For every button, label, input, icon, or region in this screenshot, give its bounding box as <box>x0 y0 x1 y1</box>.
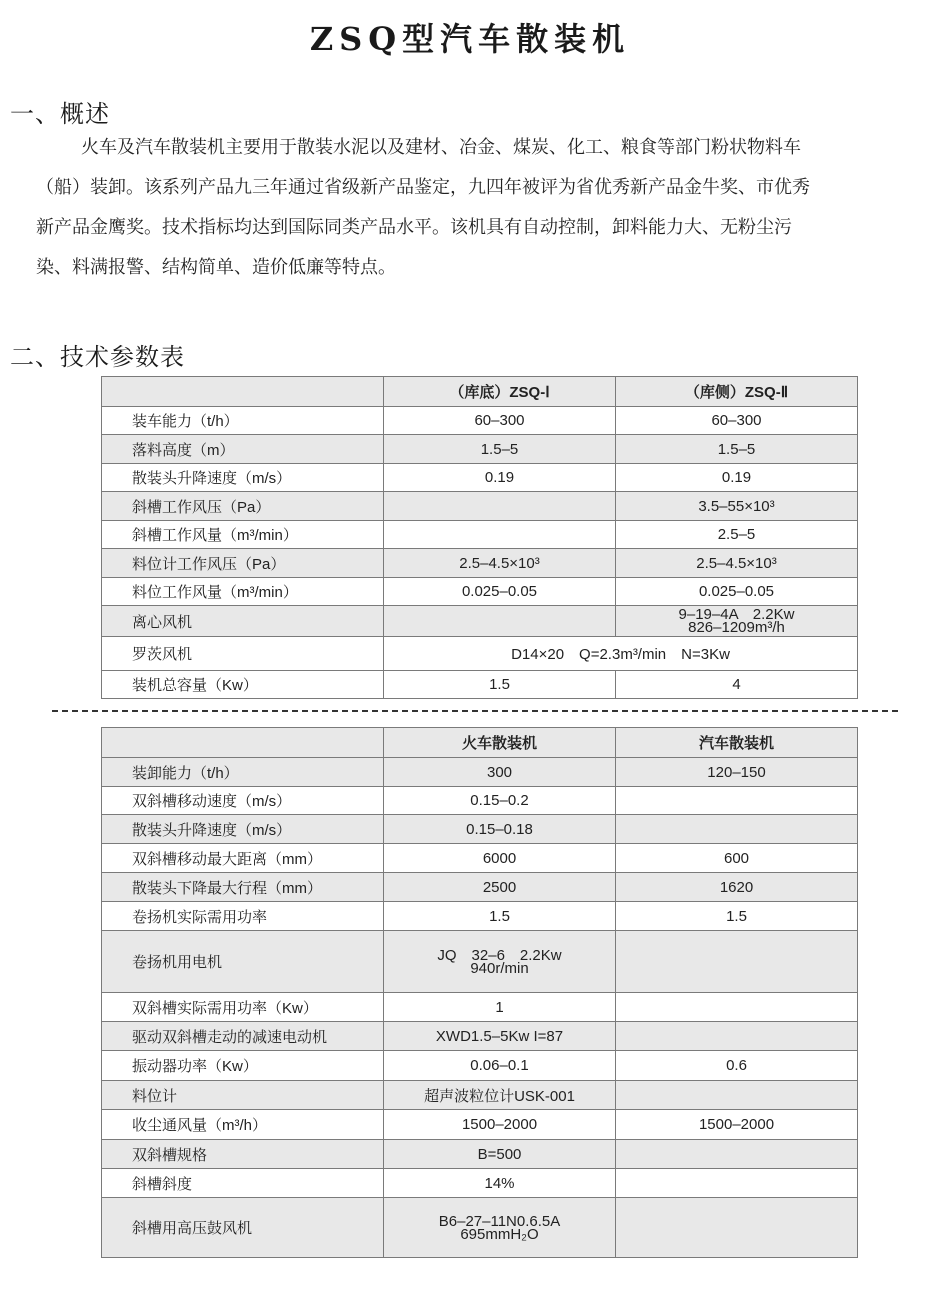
table-cell-label: 落料高度（m） <box>102 435 384 464</box>
table-cell-value: 300 <box>384 758 616 787</box>
table-cell-label: 散装头下降最大行程（mm） <box>102 873 384 902</box>
table-row <box>102 464 858 492</box>
table-cell-value: 1.5 <box>616 902 858 931</box>
table-cell-label: 散装头升降速度（m/s） <box>102 815 384 844</box>
table-cell-label: 斜槽工作风压（Pa） <box>102 492 384 521</box>
table-row <box>102 1110 858 1140</box>
table-row <box>102 407 858 435</box>
overview-line: 火车及汽车散装机主要用于散装水泥以及建材、冶金、煤炭、化工、粮食等部门粉状物料车 <box>81 137 801 158</box>
table-cell-value: 6000 <box>384 844 616 873</box>
table-cell-value: 0.025–0.05 <box>384 578 616 606</box>
table-cell-value: 1.5 <box>384 902 616 931</box>
table-row <box>102 1081 858 1110</box>
table-header-row <box>102 728 858 758</box>
table-header-cell: （库底）ZSQ-Ⅰ <box>384 377 616 407</box>
table-header-cell: 汽车散装机 <box>616 728 858 758</box>
table-cell-label: 双斜槽实际需用功率（Kw） <box>102 993 384 1022</box>
table-cell-label: 料位计 <box>102 1081 384 1110</box>
table-cell-label: 散装头升降速度（m/s） <box>102 464 384 492</box>
table-cell-value: 超声波粒位计USK-001 <box>384 1081 616 1110</box>
table-cell-label: 装卸能力（t/h） <box>102 758 384 787</box>
spec-table-1 <box>101 376 858 699</box>
table-cell-label: 罗茨风机 <box>102 637 384 671</box>
table-cell-value: 600 <box>616 844 858 873</box>
section-heading-spec: 二、技术参数表 <box>10 343 185 371</box>
table-cell-value: 60–300 <box>616 407 858 435</box>
overview-line: （船）装卸。该系列产品九三年通过省级新产品鉴定，九四年被评为省优秀新产品金牛奖、市优秀 <box>36 177 810 198</box>
table-cell-label: 双斜槽规格 <box>102 1140 384 1169</box>
table-row <box>102 815 858 844</box>
table-row <box>102 1198 858 1258</box>
table-cell-label: 双斜槽移动最大距离（mm） <box>102 844 384 873</box>
table-cell-value <box>384 521 616 549</box>
spec-table-2 <box>101 727 858 1258</box>
table-cell-value: 0.15–0.2 <box>384 787 616 815</box>
table-cell-label: 振动器功率（Kw） <box>102 1051 384 1081</box>
table-row <box>102 492 858 521</box>
table-cell-value: 1.5–5 <box>616 435 858 464</box>
table-header-cell: 火车散装机 <box>384 728 616 758</box>
table-cell-label: 斜槽斜度 <box>102 1169 384 1198</box>
table-cell-value <box>616 1140 858 1169</box>
table-cell-value: 2.5–4.5×10³ <box>616 549 858 578</box>
table-cell-value: 1500–2000 <box>384 1110 616 1140</box>
table-cell-value: 60–300 <box>384 407 616 435</box>
table-cell-value <box>616 993 858 1022</box>
table-row <box>102 578 858 606</box>
table-header-cell: （库侧）ZSQ-Ⅱ <box>616 377 858 407</box>
table-cell-value: 0.06–0.1 <box>384 1051 616 1081</box>
table-cell-label: 装车能力（t/h） <box>102 407 384 435</box>
table-row <box>102 671 858 699</box>
table-cell-value <box>384 606 616 637</box>
table-cell-value <box>616 815 858 844</box>
table-header-cell <box>102 728 384 758</box>
table-row <box>102 787 858 815</box>
table-row <box>102 521 858 549</box>
table-cell-value <box>616 1081 858 1110</box>
table-cell-value: 0.19 <box>384 464 616 492</box>
table-cell-value: JQ 32–6 2.2Kw 940r/min <box>384 931 616 993</box>
table-row <box>102 637 858 671</box>
overview-line: 染、料满报警、结构简单、造价低廉等特点。 <box>36 257 396 278</box>
table-cell-label: 驱动双斜槽走动的减速电动机 <box>102 1022 384 1051</box>
table-cell-label: 斜槽工作风量（m³/min） <box>102 521 384 549</box>
table-header-row <box>102 377 858 407</box>
table-cell-value: 14% <box>384 1169 616 1198</box>
table-cell-label: 装机总容量（Kw） <box>102 671 384 699</box>
table-cell-value: 120–150 <box>616 758 858 787</box>
table-cell-label: 离心风机 <box>102 606 384 637</box>
table-cell-value: 1500–2000 <box>616 1110 858 1140</box>
table-row <box>102 873 858 902</box>
table-cell-value: B6–27–11N0.6.5A 695mmH₂O <box>384 1198 616 1258</box>
table-cell-label: 料位工作风量（m³/min） <box>102 578 384 606</box>
table-row <box>102 1051 858 1081</box>
table-cell-value: 4 <box>616 671 858 699</box>
table-cell-value: 9–19–4A 2.2Kw 826–1209m³/h <box>616 606 858 637</box>
table-cell-value: 0.15–0.18 <box>384 815 616 844</box>
table-cell-value: 1620 <box>616 873 858 902</box>
table-row <box>102 549 858 578</box>
overview-line: 新产品金鹰奖。技术指标均达到国际同类产品水平。该机具有自动控制，卸料能力大、无粉尘污 <box>36 217 792 238</box>
page-title: ZSQ型汽车散装机 <box>309 20 631 58</box>
table-cell-value: D14×20 Q=2.3m³/min N=3Kw <box>384 637 858 671</box>
table-row <box>102 758 858 787</box>
table-row <box>102 1140 858 1169</box>
table-row <box>102 931 858 993</box>
table-cell-value <box>616 931 858 993</box>
table-cell-value: 2.5–5 <box>616 521 858 549</box>
table-cell-value: 1.5 <box>384 671 616 699</box>
table-cell-value: 0.025–0.05 <box>616 578 858 606</box>
table-cell-value <box>616 787 858 815</box>
table-cell-value: 1 <box>384 993 616 1022</box>
table-cell-value: 0.6 <box>616 1051 858 1081</box>
table-cell-value: B=500 <box>384 1140 616 1169</box>
table-cell-value <box>616 1169 858 1198</box>
table-row <box>102 902 858 931</box>
table-row <box>102 606 858 637</box>
table-cell-value <box>384 492 616 521</box>
table-cell-value: 2500 <box>384 873 616 902</box>
table-cell-label: 料位计工作风压（Pa） <box>102 549 384 578</box>
table-row <box>102 993 858 1022</box>
table-cell-label: 斜槽用高压鼓风机 <box>102 1198 384 1258</box>
table-cell-value <box>616 1198 858 1258</box>
table-cell-value <box>616 1022 858 1051</box>
table-cell-label: 卷扬机实际需用功率 <box>102 902 384 931</box>
table-cell-label: 收尘通风量（m³/h） <box>102 1110 384 1140</box>
table-row <box>102 844 858 873</box>
table-cell-label: 双斜槽移动速度（m/s） <box>102 787 384 815</box>
table-cell-label: 卷扬机用电机 <box>102 931 384 993</box>
table-cell-value: 0.19 <box>616 464 858 492</box>
table-cell-value: 1.5–5 <box>384 435 616 464</box>
table-row <box>102 1022 858 1051</box>
table-row <box>102 1169 858 1198</box>
table-cell-value: 3.5–55×10³ <box>616 492 858 521</box>
dashed-divider <box>52 710 898 712</box>
table-cell-value: 2.5–4.5×10³ <box>384 549 616 578</box>
overview-paragraph <box>36 128 928 288</box>
table-cell-value: XWD1.5–5Kw I=87 <box>384 1022 616 1051</box>
table-header-cell <box>102 377 384 407</box>
section-heading-overview: 一、概述 <box>10 100 110 128</box>
table-row <box>102 435 858 464</box>
